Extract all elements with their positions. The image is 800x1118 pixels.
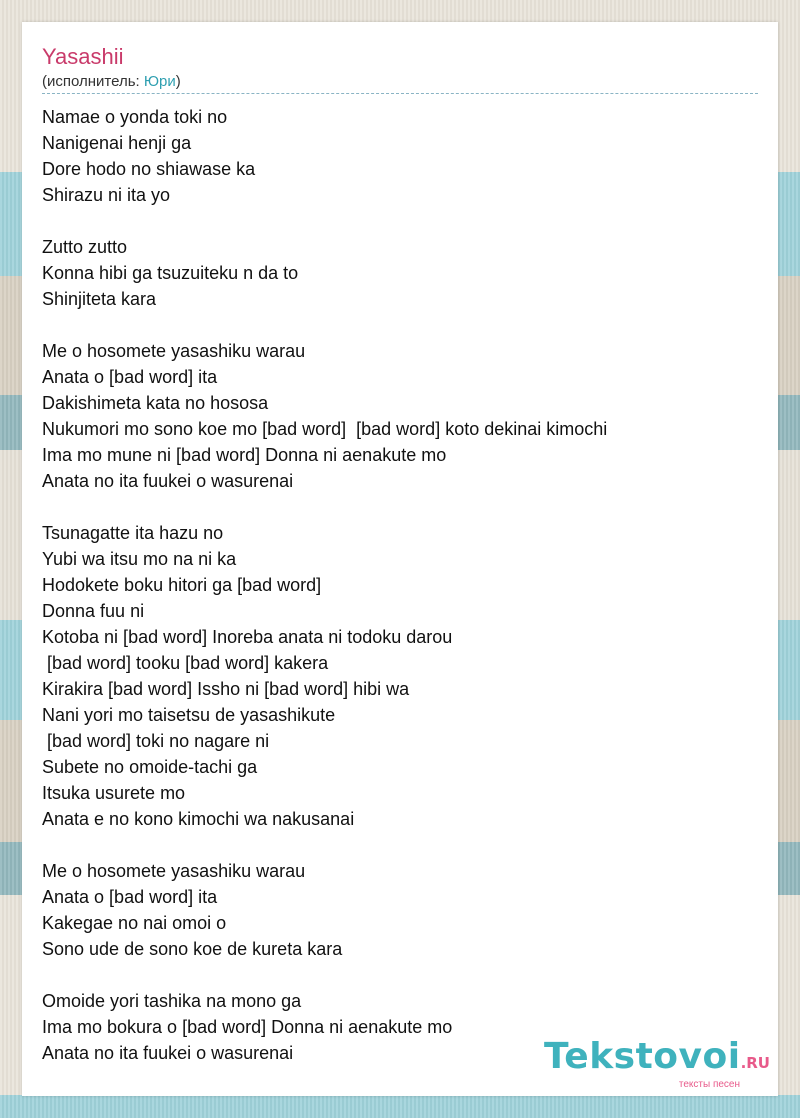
lyric-line: Anata no ita fuukei o wasurenai	[42, 1043, 294, 1063]
lyric-line: Yubi wa itsu mo na ni ka	[42, 549, 237, 569]
lyric-line: Dore hodo no shiawase ka	[42, 159, 256, 179]
lyric-line: Me o hosomete yasashiku warau	[42, 861, 306, 881]
lyric-line: Anata o [bad word] ita	[42, 887, 218, 907]
artist-prefix: (исполнитель:	[42, 73, 144, 90]
logo-name: Tekstovoi	[544, 1036, 741, 1077]
stanza-gap	[42, 312, 762, 338]
site-logo[interactable]	[544, 1038, 770, 1090]
lyric-line: Shirazu ni ita yo	[42, 185, 171, 205]
lyric-line: Hodokete boku hitori ga [bad word]	[42, 575, 322, 595]
lyric-line: Konna hibi ga tsuzuiteku n da to	[42, 263, 299, 283]
lyric-line: Shinjiteta kara	[42, 289, 157, 309]
lyric-line: [bad word] toki no nagare ni	[42, 731, 270, 751]
lyric-line: Nukumori mo sono koe mo [bad word] [bad word] koto dekinai kimochi	[42, 419, 608, 439]
lyrics-card	[22, 22, 778, 1096]
lyric-line: Nani yori mo taisetsu de yasashikute	[42, 705, 336, 725]
stanza-gap	[42, 832, 762, 858]
lyric-line: Anata e no kono kimochi wa nakusanai	[42, 809, 355, 829]
logo-wordmark	[544, 1038, 770, 1082]
lyric-line: Kotoba ni [bad word] Inoreba anata ni todoku darou	[42, 627, 453, 647]
lyric-line: Anata no ita fuukei o wasurenai	[42, 471, 294, 491]
lyric-line: Nanigenai henji ga	[42, 133, 192, 153]
lyric-line: Omoide yori tashika na mono ga	[42, 991, 302, 1011]
lyric-line: Tsunagatte ita hazu no	[42, 523, 224, 543]
lyric-line: Dakishimeta kata no hososa	[42, 393, 269, 413]
lyric-line: Anata o [bad word] ita	[42, 367, 218, 387]
lyric-line: Me o hosomete yasashiku warau	[42, 341, 306, 361]
artist-suffix: )	[175, 73, 181, 90]
stanza-gap	[42, 494, 762, 520]
lyric-line: Itsuka usurete mo	[42, 783, 186, 803]
lyric-line: Namae o yonda toki no	[42, 107, 228, 127]
artist-line	[42, 73, 181, 91]
lyric-line: Subete no omoide-tachi ga	[42, 757, 258, 777]
lyric-line: Zutto zutto	[42, 237, 128, 257]
lyric-line: Ima mo mune ni [bad word] Donna ni aenakute mo	[42, 445, 447, 465]
lyric-line: Ima mo bokura o [bad word] Donna ni aenakute mo	[42, 1017, 453, 1037]
stanza-gap	[42, 962, 762, 988]
song-title: Yasashii	[42, 44, 124, 69]
lyric-line: Kakegae no nai omoi o	[42, 913, 227, 933]
lyric-line: Sono ude de sono koe de kureta kara	[42, 939, 343, 959]
artist-link[interactable]: Юри	[143, 73, 176, 90]
lyrics-body	[42, 104, 762, 1066]
logo-tld: .RU	[740, 1054, 770, 1072]
logo-tagline: тексты песен	[678, 1079, 740, 1090]
lyric-line: Kirakira [bad word] Issho ni [bad word] hibi wa	[42, 679, 410, 699]
stanza-gap	[42, 208, 762, 234]
title-divider	[42, 93, 758, 94]
lyric-line: Donna fuu ni	[42, 601, 145, 621]
lyric-line: [bad word] tooku [bad word] kakera	[42, 653, 329, 673]
